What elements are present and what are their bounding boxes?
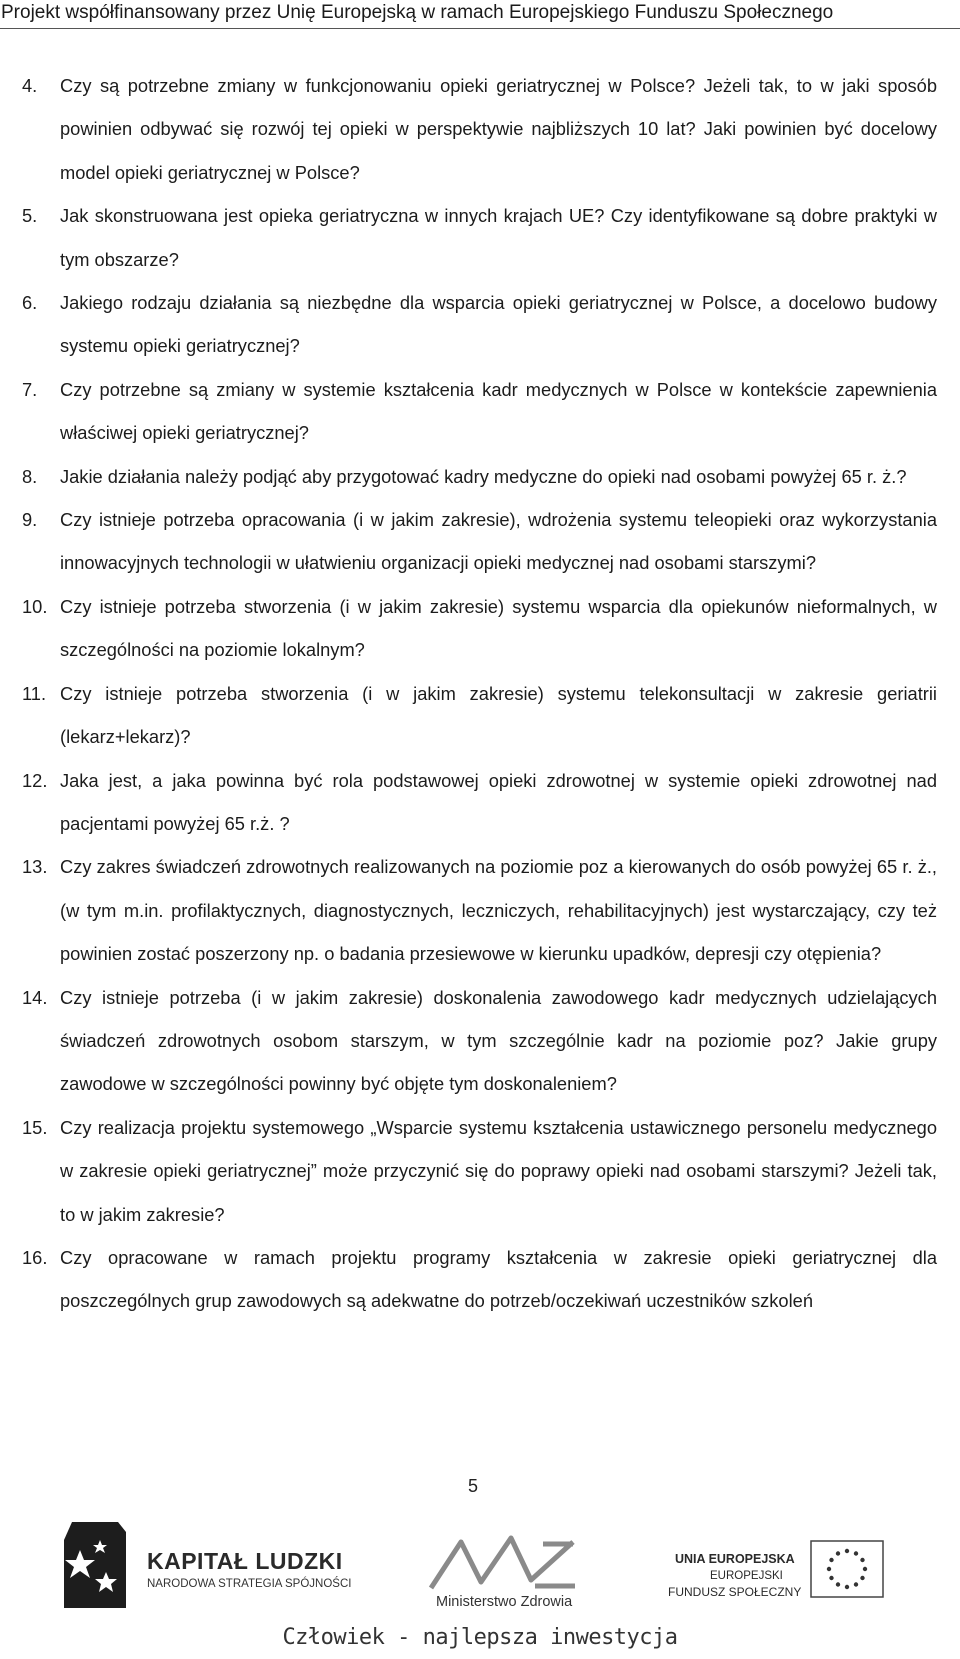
item-text: Czy potrzebne są zmiany w systemie kształcenia kadr medycznych w Polsce w kontekście zapewnienia właściwej opieki geriatrycznej? — [60, 378, 937, 444]
item-text: Jaka jest, a jaka powinna być rola podstawowej opieki zdrowotnej w systemie opieki zdrowotnej nad pacjentami powyżej 65 r.ż. ? — [60, 769, 937, 834]
list-item — [22, 455, 937, 498]
item-number: 7. — [22, 378, 38, 400]
question-list — [22, 64, 937, 1323]
item-number: 13. — [22, 856, 48, 878]
list-item — [22, 368, 937, 455]
item-number: 16. — [22, 1246, 48, 1268]
list-item — [22, 1236, 937, 1323]
list-item — [22, 585, 937, 672]
item-number: 4. — [22, 75, 38, 96]
list-item — [22, 498, 937, 585]
eu-flag-icon — [810, 1540, 884, 1598]
footer-logos — [0, 1510, 960, 1620]
page-header: Projekt współfinansowany przez Unię Europejską w ramach Europejskiego Funduszu Społecznego — [1, 2, 834, 23]
kapital-ludzki-title: KAPITAŁ LUDZKI — [147, 1548, 343, 1574]
item-text: Czy są potrzebne zmiany w funkcjonowaniu opieki geriatrycznej w Polsce? Jeżeli tak, to w jaki sposób powinien odbywać się rozwój tej opieki w perspektywie najbliższych 10 lat? Jaki powinien być docelowy model opieki geriatrycznej w Polsce? — [60, 75, 937, 183]
list-item — [22, 672, 937, 759]
list-item — [22, 759, 937, 846]
list-item — [22, 281, 937, 368]
item-text: Czy istnieje potrzeba stworzenia (i w jakim zakresie) systemu telekonsultacji w zakresie geriatrii (lekarz+lekarz)? — [60, 682, 937, 748]
list-item — [22, 976, 937, 1106]
eu-label-line1: UNIA EUROPEJSKA — [675, 1552, 795, 1566]
ministry-name: Ministerstwo Zdrowia — [436, 1594, 573, 1610]
item-text: Czy opracowane w ramach projektu programy kształcenia w zakresie opieki geriatrycznej dla poszczególnych grup zawodowych są adekwatne do potrzeb/oczekiwań uczestników szkoleń — [60, 1246, 937, 1312]
eu-label-line2: EUROPEJSKI — [710, 1570, 783, 1582]
ministerstwo-zdrowia-logo-icon — [423, 1530, 583, 1600]
item-number: 8. — [22, 465, 38, 487]
item-text: Czy istnieje potrzeba (i w jakim zakresie) doskonalenia zawodowego kadr medycznych udzielających świadczeń zdrowotnych osobom starszym, w tym szczególnie kadr na poziomie poz? Jakie grupy zawodowe w szczególności powinny być objęte tym doskonaleniem? — [60, 986, 937, 1095]
kapital-ludzki-emblem-icon — [60, 1520, 130, 1612]
item-text: Jakiego rodzaju działania są niezbędne dla wsparcia opieki geriatrycznej w Polsce, a docelowo budowy systemu opieki geriatrycznej? — [60, 292, 937, 357]
item-number: 11. — [22, 682, 47, 704]
eu-label-line3: FUNDUSZ SPOŁECZNY — [668, 1585, 802, 1599]
item-number: 6. — [22, 292, 38, 314]
page-number: 5 — [467, 1476, 478, 1496]
footer-slogan: Człowiek - najlepsza inwestycja — [282, 1625, 678, 1650]
list-item — [22, 194, 937, 281]
item-number: 15. — [22, 1116, 48, 1138]
kapital-ludzki-subtitle: NARODOWA STRATEGIA SPÓJNOŚCI — [147, 1578, 352, 1590]
list-item — [22, 845, 937, 975]
list-item — [22, 64, 937, 194]
item-text: Jak skonstruowana jest opieka geriatryczna w innych krajach UE? Czy identyfikowane są dobre praktyki w tym obszarze? — [60, 205, 937, 270]
item-text: Czy zakres świadczeń zdrowotnych realizowanych na poziomie poz a kierowanych do osób powyżej 65 r. ż., (w tym m.in. profilaktycznych, diagnostycznych, leczniczych, rehabilitacyjnych) jest wystarczający, czy też powinien zostać poszerzony np. o badania przesiewowe w kierunku upadków, depresji czy otępienia? — [60, 856, 937, 965]
item-text: Czy istnieje potrzeba stworzenia (i w jakim zakresie) systemu wsparcia dla opiekunów nieformalnych, w szczególności na poziomie lokalnym? — [60, 595, 937, 661]
item-text: Jakie działania należy podjąć aby przygotować kadry medyczne do opieki nad osobami powyżej 65 r. ż.? — [60, 465, 907, 487]
item-number: 10. — [22, 595, 48, 617]
item-number: 9. — [22, 509, 38, 531]
item-number: 12. — [22, 769, 48, 791]
item-text: Czy istnieje potrzeba opracowania (i w jakim zakresie), wdrożenia systemu teleopieki oraz wykorzystania innowacyjnych technologii w ułatwieniu organizacji opieki medycznej nad osobami starszymi? — [60, 509, 937, 574]
item-number: 5. — [22, 205, 38, 227]
list-item — [22, 1106, 937, 1236]
item-number: 14. — [22, 986, 48, 1008]
item-text: Czy realizacja projektu systemowego „Wsparcie systemu kształcenia ustawicznego personelu medycznego w zakresie opieki geriatrycznej” może przyczynić się do poprawy opieki nad osobami starszymi? Jeżeli tak, to w jakim zakresie? — [60, 1116, 937, 1225]
header-divider — [0, 28, 960, 29]
